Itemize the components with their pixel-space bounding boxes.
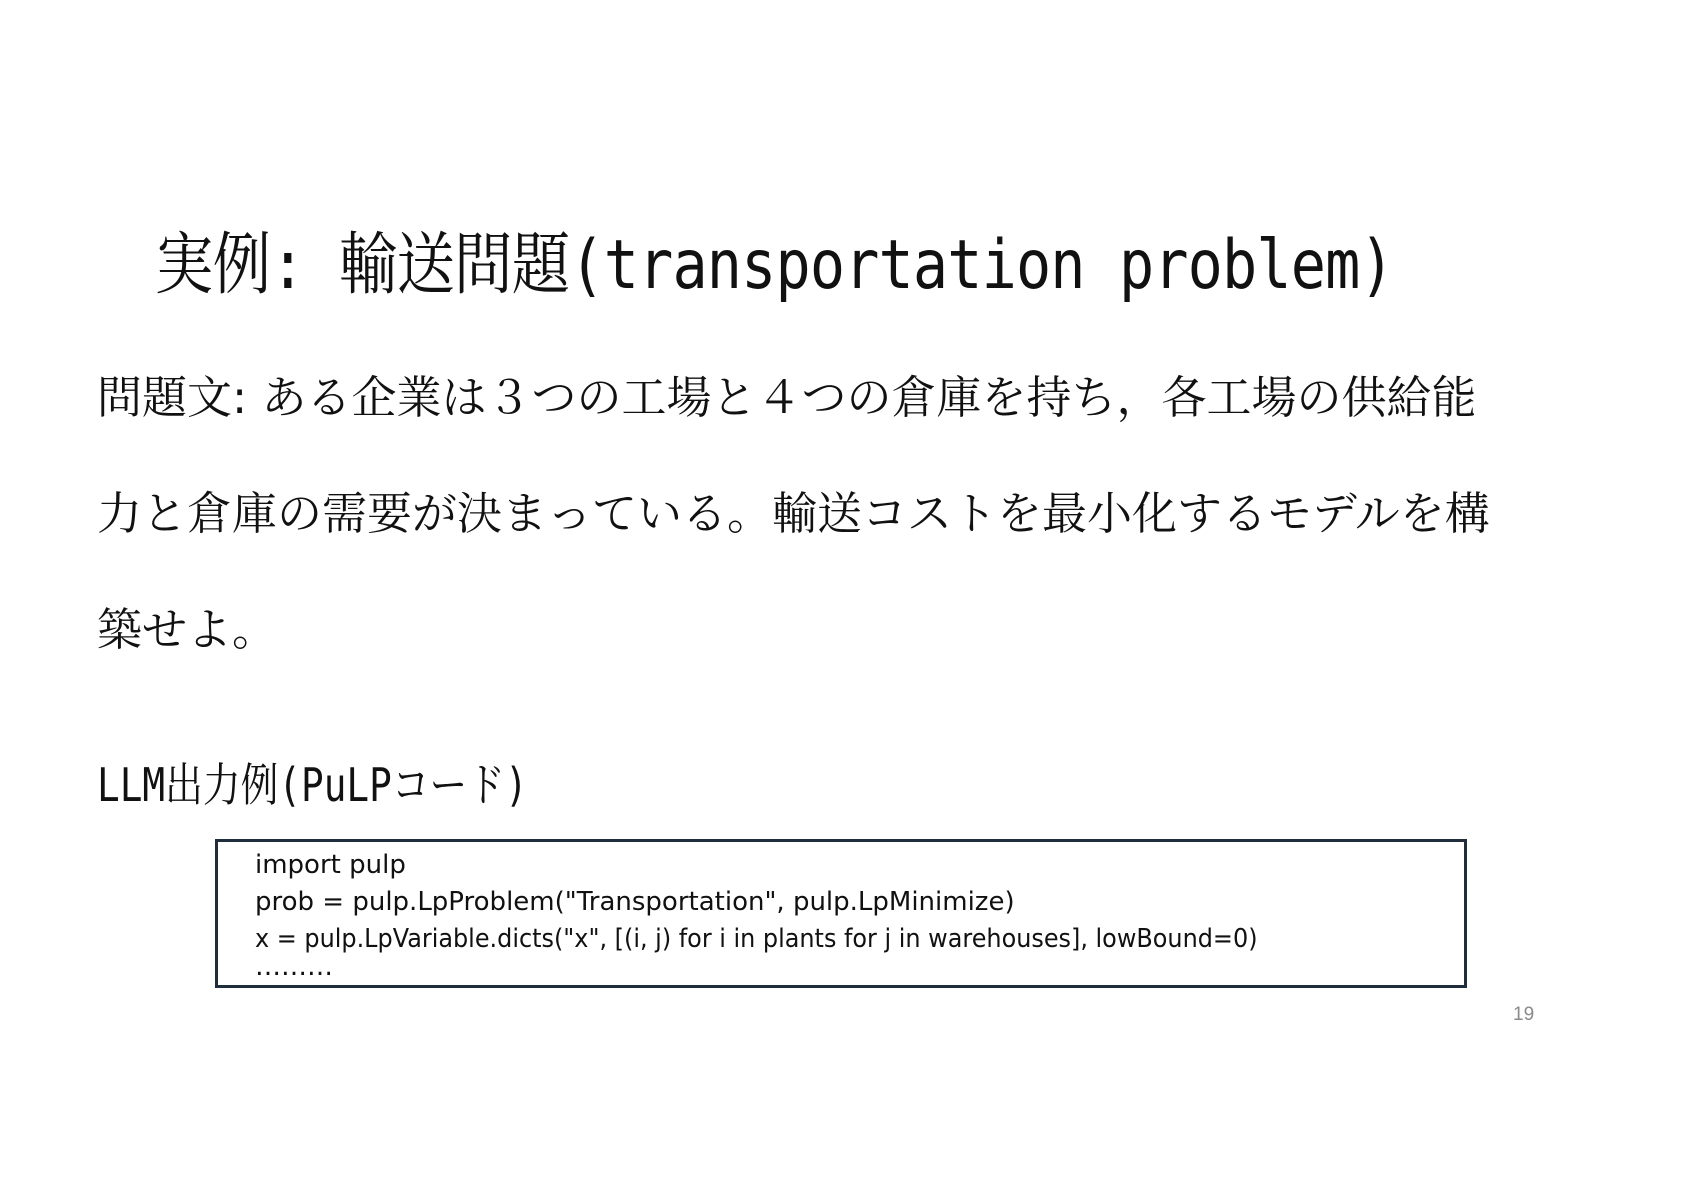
- code-line-1: import pulp: [255, 850, 406, 880]
- page-number: 19: [1513, 1004, 1535, 1025]
- code-line-4: ………: [255, 952, 333, 982]
- code-box: [215, 839, 1467, 988]
- problem-line-3: 築せよ。: [97, 603, 278, 656]
- code-line-3: x = pulp.LpVariable.dicts("x", [(i, j) for i in plants for j in warehouses], lowBound=0): [255, 924, 1258, 954]
- problem-statement: [97, 368, 1597, 716]
- problem-line-2: 力と倉庫の需要が決まっている。輸送コストを最小化するモデルを構: [97, 487, 1490, 540]
- code-line-2: prob = pulp.LpProblem("Transportation", pulp.LpMinimize): [255, 887, 1015, 917]
- problem-line-1: 問題文: ある企業は３つの工場と４つの倉庫を持ち，各工場の供給能: [97, 371, 1477, 424]
- slide-title: 実例: 輸送問題(transportation problem): [155, 226, 1394, 305]
- llm-output-heading: LLM出力例(PuLPコード): [97, 758, 528, 812]
